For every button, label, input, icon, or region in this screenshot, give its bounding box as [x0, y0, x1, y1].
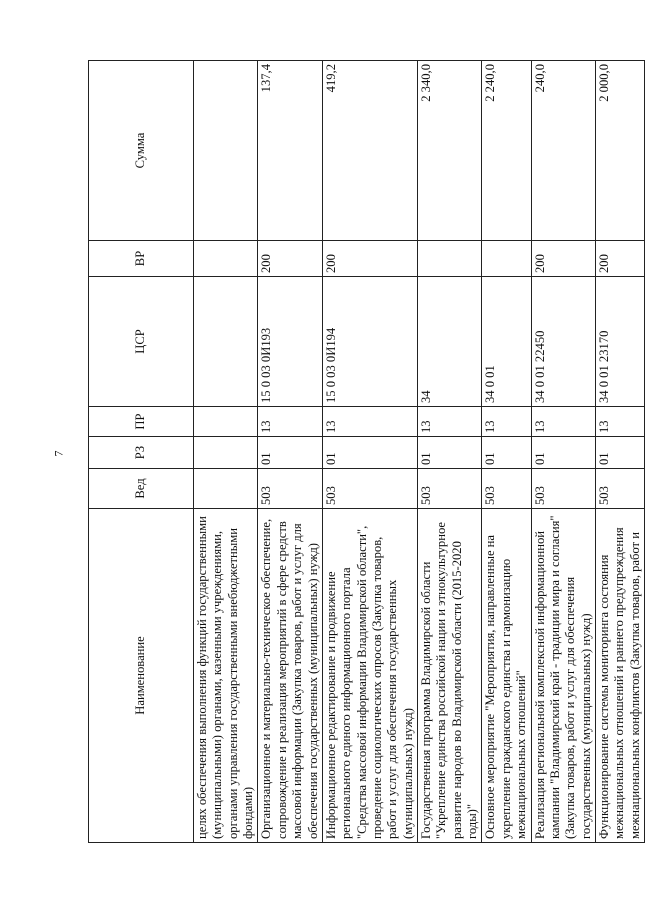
- cell-name: Информационное редактирование и продвижение регионального единого информационного портала "Средства массовой информации Владимирской области", проведение социологических опросов (Закупка товаров, работ и услуг для обеспечения государственных (муниципальных) нужд): [322, 509, 417, 843]
- cell-csr: [194, 277, 258, 407]
- cell-sum: 419,2: [322, 61, 417, 241]
- table-row: [531, 61, 595, 843]
- cell-ved: 503: [482, 469, 531, 509]
- cell-pr: 13: [258, 407, 322, 437]
- cell-sum: [194, 61, 258, 241]
- cell-name: Функционирование системы мониторинга состояния межнациональных отношений и раннего предупреждения межнациональных конфликтов (Закупка товаров, работ и: [595, 509, 644, 843]
- cell-name: Государственная программа Владимирской области "Укрепление единства российской нации и этнокультурное развитие народов во Владимирской области (2015-2020 годы)": [418, 509, 482, 843]
- cell-csr: 34 0 01: [482, 277, 531, 407]
- cell-rz: 01: [322, 437, 417, 469]
- table-header-row: [89, 61, 194, 843]
- cell-ved: [194, 469, 258, 509]
- cell-sum: 240,0: [531, 61, 595, 241]
- table-row: [595, 61, 644, 843]
- table-row: [194, 61, 258, 843]
- cell-csr: 34: [418, 277, 482, 407]
- cell-vr: 200: [258, 241, 322, 277]
- cell-rz: 01: [418, 437, 482, 469]
- cell-csr: 34 0 01 22450: [531, 277, 595, 407]
- cell-name: целях обеспечения выполнения функций государственными (муниципальными) органами, казенными учреждениями, органами управления государственными внебюджетными фондами): [194, 509, 258, 843]
- cell-vr: [194, 241, 258, 277]
- cell-csr: 15 0 03 0И193: [258, 277, 322, 407]
- cell-rz: 01: [258, 437, 322, 469]
- cell-rz: 01: [531, 437, 595, 469]
- cell-vr: 200: [531, 241, 595, 277]
- cell-name: Основное мероприятие "Мероприятия, направленные на укрепление гражданского единства и гармонизацию межнациональных отношений": [482, 509, 531, 843]
- header-pr: ПР: [89, 407, 194, 437]
- cell-csr: 34 0 01 23170: [595, 277, 644, 407]
- cell-ved: 503: [418, 469, 482, 509]
- table-row: [482, 61, 531, 843]
- cell-csr: 15 0 03 0И194: [322, 277, 417, 407]
- cell-rz: 01: [482, 437, 531, 469]
- cell-pr: 13: [595, 407, 644, 437]
- cell-vr: [482, 241, 531, 277]
- cell-vr: [418, 241, 482, 277]
- header-name: Наименование: [89, 509, 194, 843]
- cell-sum: 2 000,0: [595, 61, 644, 241]
- header-vr: ВР: [89, 241, 194, 277]
- page-number: 7: [51, 450, 66, 457]
- cell-vr: 200: [322, 241, 417, 277]
- header-rz: РЗ: [89, 437, 194, 469]
- cell-pr: [194, 407, 258, 437]
- header-csr: ЦСР: [89, 277, 194, 407]
- rotated-table-container: [88, 61, 642, 843]
- cell-pr: 13: [418, 407, 482, 437]
- cell-pr: 13: [482, 407, 531, 437]
- table-row: [418, 61, 482, 843]
- cell-pr: 13: [531, 407, 595, 437]
- cell-pr: 13: [322, 407, 417, 437]
- cell-sum: 2 340,0: [418, 61, 482, 241]
- cell-sum: 2 240,0: [482, 61, 531, 241]
- header-ved: Вед: [89, 469, 194, 509]
- table-row: [258, 61, 322, 843]
- cell-vr: 200: [595, 241, 644, 277]
- cell-rz: [194, 437, 258, 469]
- cell-ved: 503: [322, 469, 417, 509]
- cell-ved: 503: [595, 469, 644, 509]
- budget-table: [88, 60, 645, 843]
- cell-sum: 137,4: [258, 61, 322, 241]
- header-sum: Сумма: [89, 61, 194, 241]
- cell-name: Организационное и материально-техническое обеспечение, сопровождение и реализация мероприятий в сфере средств массовой информации (Закупка товаров, работ и услуг для обеспечения государственных (муниципальных) нужд): [258, 509, 322, 843]
- table-row: [322, 61, 417, 843]
- cell-ved: 503: [258, 469, 322, 509]
- cell-ved: 503: [531, 469, 595, 509]
- cell-rz: 01: [595, 437, 644, 469]
- document-page: [88, 61, 642, 843]
- cell-name: Реализация региональной комплексной информационной кампании "Владимирский край - традиции мира и согласия" (Закупка товаров, работ и услуг для обеспечения государственных (муниципальных) нужд): [531, 509, 595, 843]
